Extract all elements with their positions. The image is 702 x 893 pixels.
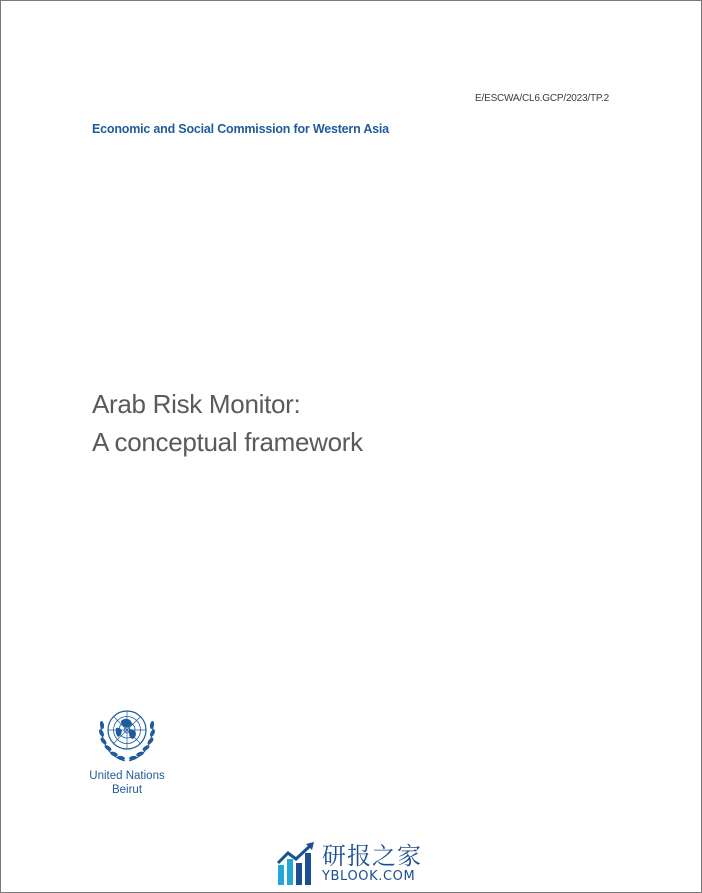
watermark	[276, 839, 422, 889]
un-city: Beirut	[111, 784, 143, 796]
document-title	[92, 385, 363, 461]
watermark-site: YBLOOK.COM	[322, 869, 416, 884]
un-name: United Nations	[89, 770, 165, 782]
document-symbol: E/ESCWA/CL6.GCP/2023/TP.2	[475, 93, 609, 104]
un-label	[84, 769, 170, 797]
title-line-2: A conceptual framework	[92, 427, 363, 457]
un-emblem-icon	[92, 703, 162, 767]
watermark-chinese: 研报之家	[322, 842, 422, 870]
watermark-text	[322, 843, 422, 885]
bar-chart-icon	[276, 841, 318, 887]
organization-name: Economic and Social Commission for Western Asia	[92, 122, 389, 136]
title-line-1: Arab Risk Monitor:	[92, 389, 301, 419]
